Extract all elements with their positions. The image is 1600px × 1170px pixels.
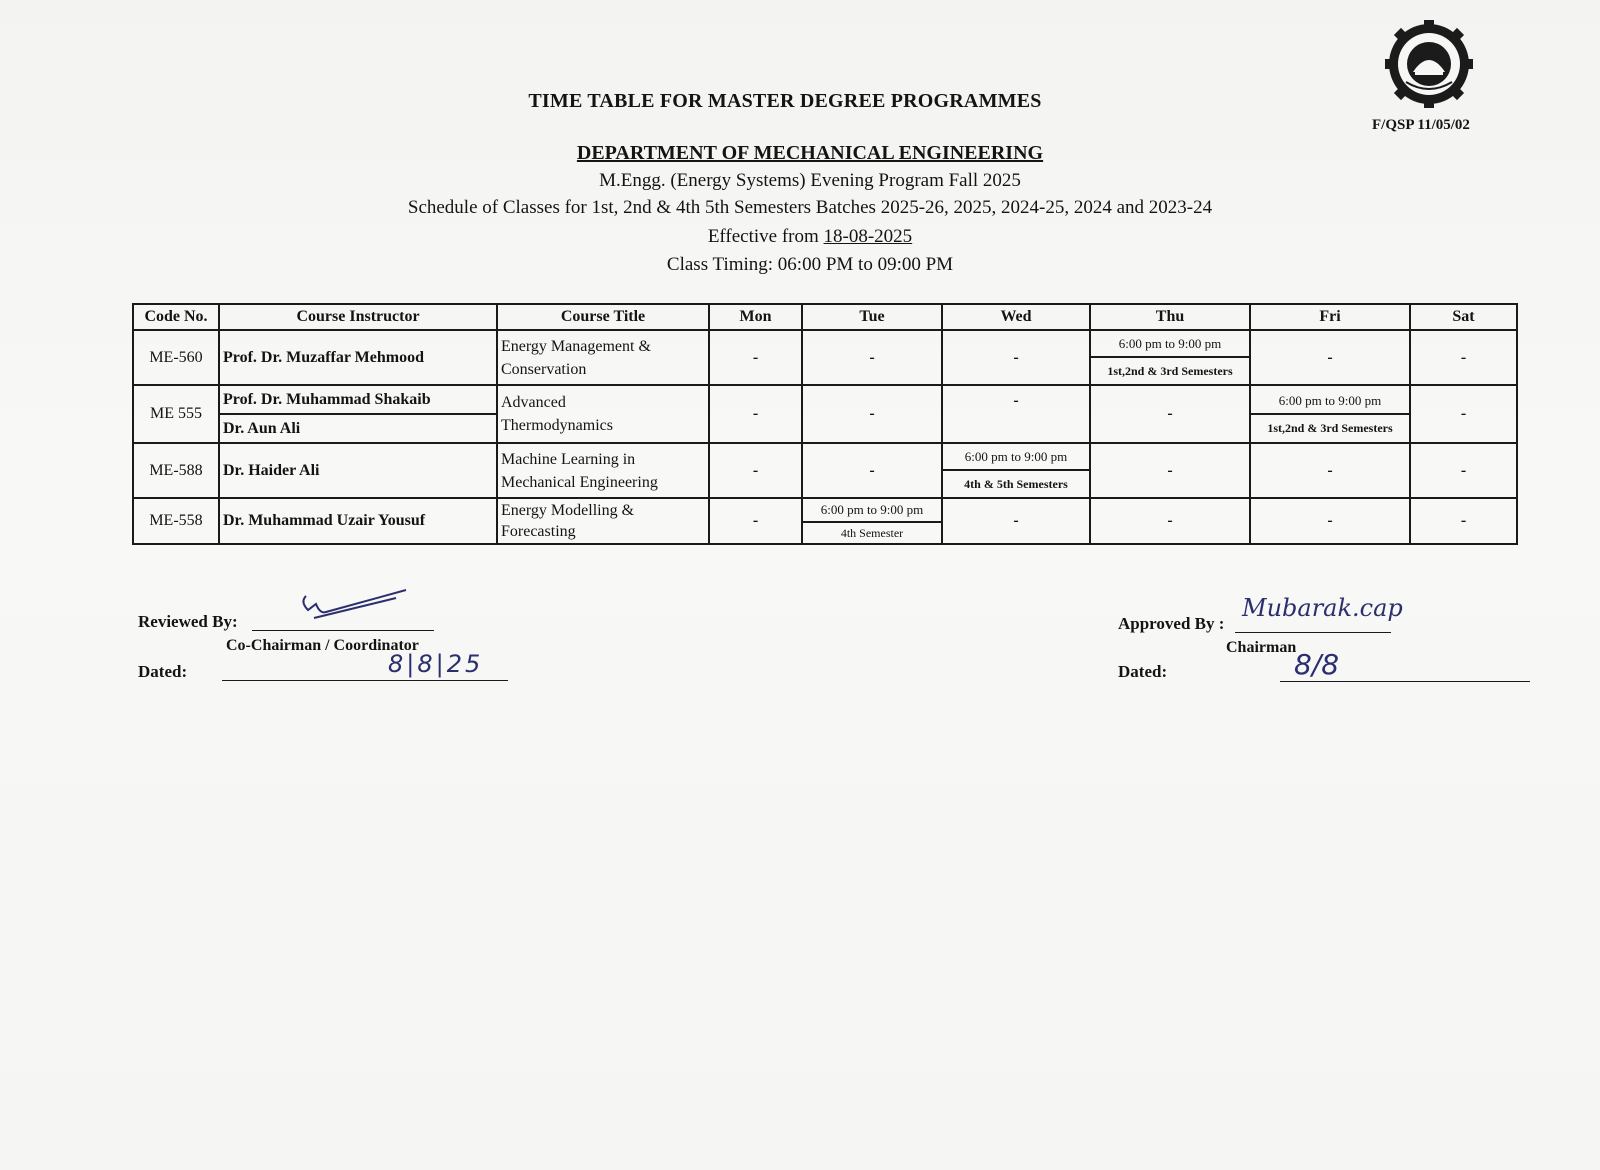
- course-title-line: Energy Modelling &: [501, 502, 635, 519]
- course-instructor: Prof. Dr. Muzaffar Mehmood: [219, 330, 497, 385]
- approved-signature: Mubarak.cap: [1242, 594, 1403, 622]
- course-title-line: Mechanical Engineering: [501, 473, 658, 491]
- wed-cell: -: [942, 330, 1090, 385]
- course-title: [497, 330, 709, 385]
- course-title-line: Machine Learning in: [501, 450, 636, 468]
- reviewed-dated-label: Dated:: [138, 662, 188, 681]
- course-title-line: Conservation: [501, 360, 587, 378]
- slot-time: 6:00 pm to 9:00 pm: [1091, 331, 1249, 358]
- tue-cell: -: [802, 330, 942, 385]
- course-instructor: Dr. Muhammad Uzair Yousuf: [219, 498, 497, 544]
- mon-cell: -: [709, 498, 802, 544]
- thu-cell: -: [1090, 498, 1250, 544]
- column-header: Tue: [802, 304, 942, 330]
- slot-time: 6:00 pm to 9:00 pm: [803, 499, 941, 523]
- slot-semesters: 1st,2nd & 3rd Semesters: [1267, 420, 1393, 435]
- effective-date: 18-08-2025: [823, 226, 913, 247]
- column-header: Fri: [1250, 304, 1410, 330]
- tue-cell: [802, 498, 942, 544]
- table-row: [133, 330, 1517, 385]
- instructor-name: Prof. Dr. Muhammad Shakaib: [223, 391, 431, 408]
- course-code: ME-558: [133, 498, 219, 544]
- approved-dated-label: Dated:: [1118, 662, 1168, 681]
- course-title: [497, 498, 709, 544]
- table-header-row: [133, 304, 1517, 330]
- sat-cell: -: [1410, 443, 1517, 498]
- wed-cell: -: [942, 498, 1090, 544]
- instructor-name: Dr. Aun Ali: [220, 413, 496, 442]
- column-header: Course Title: [497, 304, 709, 330]
- reviewed-date-line: [222, 680, 508, 681]
- slot-time: 6:00 pm to 9:00 pm: [1251, 388, 1409, 415]
- approved-role: Chairman: [1226, 639, 1297, 656]
- sat-cell: -: [1410, 330, 1517, 385]
- approved-date-line: [1280, 681, 1530, 682]
- reviewed-role: Co-Chairman / Coordinator: [226, 637, 419, 654]
- program-heading: M.Engg. (Energy Systems) Evening Program Fall 2025: [599, 170, 1021, 191]
- course-title: [497, 385, 709, 443]
- wed-cell: [942, 443, 1090, 498]
- slot-semesters: 4th & 5th Semesters: [964, 477, 1068, 491]
- course-code: ME-588: [133, 443, 219, 498]
- effective-label: Effective from: [707, 226, 824, 247]
- mon-cell: -: [709, 385, 802, 443]
- thu-cell: -: [1090, 443, 1250, 498]
- column-header: Wed: [942, 304, 1090, 330]
- wed-cell: -: [942, 385, 1090, 443]
- column-header: Course Instructor: [219, 304, 497, 330]
- sat-cell: -: [1410, 385, 1517, 443]
- effective-line: [10, 226, 1600, 248]
- department-heading: DEPARTMENT OF MECHANICAL ENGINEERING: [576, 142, 1044, 164]
- column-header: Code No.: [133, 304, 219, 330]
- sat-cell: -: [1410, 498, 1517, 544]
- fri-cell: -: [1250, 330, 1410, 385]
- fri-cell: [1250, 385, 1410, 443]
- course-instructor: Dr. Haider Ali: [219, 443, 497, 498]
- thu-cell: -: [1090, 385, 1250, 443]
- table-row: [133, 443, 1517, 498]
- reviewed-signature-image: [296, 588, 416, 628]
- class-timing: Class Timing: 06:00 PM to 09:00 PM: [666, 254, 954, 275]
- schedule-heading: Schedule of Classes for 1st, 2nd & 4th 5th Semesters Batches 2025-26, 2025, 2024-25, 2024 and 2023-24: [407, 197, 1213, 218]
- course-title-line: Advanced: [501, 394, 566, 411]
- course-title-line: Energy Management &: [501, 337, 651, 355]
- form-code: F/QSP 11/05/02: [1372, 117, 1470, 133]
- column-header: Sat: [1410, 304, 1517, 330]
- reviewed-date: 8|8|25: [388, 650, 484, 678]
- approved-by-label: Approved By :: [1118, 614, 1225, 633]
- reviewed-by-label: Reviewed By:: [138, 612, 238, 631]
- course-title-line: Forecasting: [501, 523, 576, 540]
- course-title-line: Thermodynamics: [501, 417, 613, 434]
- course-code: ME-560: [133, 330, 219, 385]
- thu-cell: [1090, 330, 1250, 385]
- page-title: TIME TABLE FOR MASTER DEGREE PROGRAMMES: [528, 90, 1042, 112]
- fri-cell: -: [1250, 498, 1410, 544]
- column-header: Mon: [709, 304, 802, 330]
- reviewed-signature-line: [252, 630, 434, 631]
- course-code: ME 555: [133, 385, 219, 443]
- mon-cell: -: [709, 443, 802, 498]
- course-title: [497, 443, 709, 498]
- column-header: Thu: [1090, 304, 1250, 330]
- table-row: [133, 498, 1517, 544]
- approved-signature-line: [1235, 632, 1391, 633]
- fri-cell: -: [1250, 443, 1410, 498]
- table-row: [133, 385, 1517, 443]
- tue-cell: -: [802, 385, 942, 443]
- slot-semesters: 1st,2nd & 3rd Semesters: [1107, 364, 1233, 378]
- approved-date: 8/8: [1294, 648, 1340, 681]
- slot-time: 6:00 pm to 9:00 pm: [943, 444, 1089, 471]
- slot-semesters: 4th Semester: [840, 526, 904, 540]
- mon-cell: -: [709, 330, 802, 385]
- timetable: [132, 303, 1518, 545]
- tue-cell: -: [802, 443, 942, 498]
- course-instructor: [219, 385, 497, 443]
